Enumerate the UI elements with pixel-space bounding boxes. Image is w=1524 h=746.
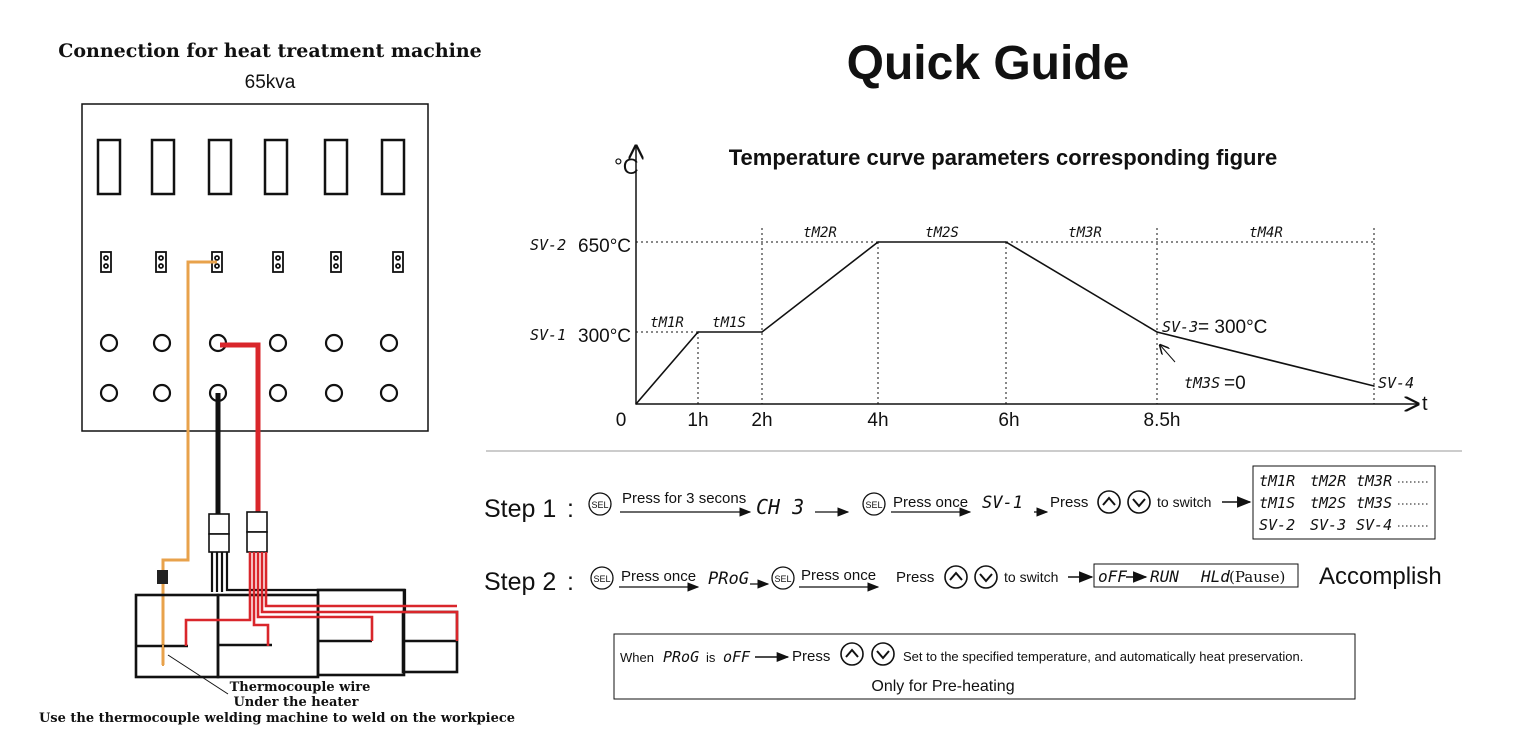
segment-tm3r: tM3R [1068,225,1102,241]
terminal [270,385,286,401]
svg-text:SEL: SEL [593,574,611,584]
up-button[interactable] [841,643,863,665]
segment-tm2r: tM2R [803,225,837,241]
press-once-label: Press once [893,494,969,511]
x-tick-6h: 6h [998,410,1020,431]
up-button[interactable] [945,566,967,588]
mode-off: oFF [1098,567,1127,586]
table-cell: tM1R [1259,472,1296,490]
note-off: oFF [723,648,751,666]
table-cell: tM3R [1356,472,1393,490]
black-cable-bundle [212,552,405,612]
step1-colon: : [567,495,574,523]
segment-tm2s: tM2S [925,225,959,241]
terminal [101,335,117,351]
terminal [326,385,342,401]
temperature-curve-chart [530,146,1428,431]
mode-run: RUN [1150,567,1179,586]
step-1 [484,466,1435,539]
terminal [381,385,397,401]
sv4-param: SV-4 [1378,374,1415,392]
down-button[interactable] [872,643,894,665]
table-cell: tM3S [1356,494,1393,512]
guide-title: Quick Guide [846,37,1130,90]
segment-tm4r: tM4R [1249,225,1283,241]
note-is: is [706,650,716,665]
up-button[interactable] [1098,491,1120,513]
table-cell: tM2R [1310,472,1347,490]
terminal [154,335,170,351]
sv3-param: SV-3 [1162,318,1199,336]
ch3-display: CH 3 [756,495,805,519]
heater-pad [318,590,404,675]
caption-thermocouple-wire: Thermocouple wire [229,680,371,695]
x-axis-unit: t [1422,393,1428,415]
tm3s-pointer [1160,345,1175,362]
origin-label: 0 [615,410,627,431]
step2-label: Step 2 [484,568,557,596]
press-3s-label: Press for 3 secons [622,490,747,507]
curve-point [761,331,763,333]
table-cell: SV-4 [1356,516,1393,534]
prog-display: PRoG [708,569,749,589]
accomplish-label: Accomplish [1319,563,1442,590]
note-prog: PRoG [663,648,700,666]
terminal [101,385,117,401]
curve-point [877,241,879,243]
step1-label: Step 1 [484,495,557,523]
to-switch-label: to switch [1004,569,1059,585]
left-title: Connection for heat treatment machine [58,40,482,62]
curve-title: Temperature curve parameters corresponding figure [728,145,1278,170]
cable-connector [247,532,267,552]
x-tick-2h: 2h [751,410,773,431]
curve-point [1156,331,1158,333]
y-tick-650: 650°C [578,236,632,257]
sel-button[interactable] [863,493,885,515]
preheat-note [614,634,1355,699]
y-tick-300: 300°C [578,326,632,347]
down-button[interactable] [1128,491,1150,513]
terminal [270,335,286,351]
press-label: Press [1050,494,1089,511]
sel-button[interactable] [772,567,794,589]
terminal [326,335,342,351]
svg-text:SEL: SEL [774,574,792,584]
tm3s-value: =0 [1224,373,1246,394]
terminal [154,385,170,401]
sv1-display: SV-1 [982,493,1023,513]
y-axis-unit: °C [614,154,639,179]
step2-colon: : [567,568,574,596]
dotted-guides [636,228,1374,404]
sel-button[interactable] [589,493,611,515]
svg-text:SEL: SEL [591,500,609,510]
machine-panel [82,104,428,431]
cable-connector [209,534,229,552]
x-tick-1h: 1h [687,410,709,431]
press-once-label: Press once [621,568,697,585]
heater-pads [136,590,457,677]
segment-tm1s: tM1S [712,315,746,331]
caption-under-heater: Under the heater [233,695,359,710]
y-param-sv1: SV-1 [530,326,567,344]
svg-text:SEL: SEL [865,500,883,510]
table-cell: tM1S [1259,494,1296,512]
table-cell: SV-2 [1259,516,1296,534]
parameter-table-cells [1259,472,1392,534]
cable-connector [247,512,267,532]
caption-weld-instruction: Use the thermocouple welding machine to weld on the workpiece [38,711,516,726]
cable-connector [209,514,229,534]
mode-pause: (Pause) [1229,568,1286,586]
table-cell: SV-3 [1310,516,1347,534]
left-subtitle: 65kva [244,72,296,93]
tm3s-param: tM3S [1184,374,1221,392]
curve-point [635,403,637,405]
mode-hld: HLd [1201,567,1230,586]
terminal [381,335,397,351]
left-panel [39,40,515,726]
thermocouple-connector [157,570,168,584]
step-2 [484,563,1442,596]
down-button[interactable] [975,566,997,588]
sel-button[interactable] [591,567,613,589]
y-param-sv2: SV-2 [530,236,567,254]
x-tick-4h: 4h [867,410,889,431]
to-switch-label: to switch [1157,494,1212,510]
note-preheat-only: Only for Pre-heating [871,678,1015,695]
curve-point [1373,385,1375,387]
sv3-value: = 300°C [1198,317,1268,338]
press-label: Press [896,569,935,586]
table-cell: tM2S [1310,494,1347,512]
heater-pad [136,595,218,677]
x-tick-8-5h: 8.5h [1143,410,1181,431]
note-press: Press [792,648,831,665]
curve-point [697,331,699,333]
note-description: Set to the specified temperature, and automatically heat preservation. [903,649,1304,664]
segment-tm1r: tM1R [650,315,684,331]
note-when: When [620,650,654,665]
curve-point [1005,241,1007,243]
press-once-label: Press once [801,567,877,584]
